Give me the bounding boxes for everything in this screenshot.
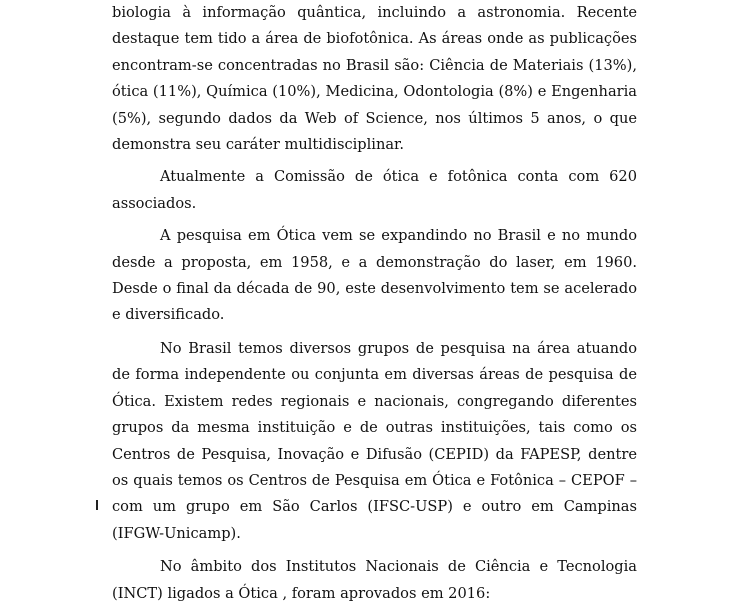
document-body — [112, 0, 637, 607]
page-edge-mark — [96, 500, 98, 510]
paragraph-laser-history: A pesquisa em Ótica vem se expandindo no Brasil e no mundo desde a proposta, em 1958, e a demonstração do laser, em 1960. Desde o final da década de 90, este desenvolvimento tem se acelerado e diversificado. — [112, 227, 637, 324]
paragraph-research-groups: No Brasil temos diversos grupos de pesquisa na área atuando de forma independente ou conjunta em diversas áreas de pesquisa de Ótica. Existem redes regionais e nacionais, congregando diferentes grupos da mesma instituição e de outras instituições, tais como os Centros de Pesquisa, Inovação e Difusão (CEPID) da FAPESP, dentre os quais temos os Centros de Pesquisa em Ótica e Fotônica – CEPOF – com um grupo em São Carlos (IFSC-USP) e outro em Campinas (IFGW-Unicamp). — [112, 339, 637, 542]
paragraph-publications: biologia à informação quântica, incluindo a astronomia. Recente destaque tem tido a área de biofotônica. As áreas onde as publicações encontram-se concentradas no Brasil são: Ciência de Materiais (13%), ótica (11%), Química (10%), Medicina, Odontologia (8%) e Engenharia (5%), segundo dados da Web of Science, nos últimos 5 anos, o que demonstra seu caráter multidisciplinar. — [112, 4, 637, 154]
paragraph-inct: No âmbito dos Institutos Nacionais de Ciência e Tecnologia (INCT) ligados a Ótica , foram aprovados em 2016: — [112, 558, 637, 602]
paragraph-commission: Atualmente a Comissão de ótica e fotônica conta com 620 associados. — [112, 168, 637, 212]
